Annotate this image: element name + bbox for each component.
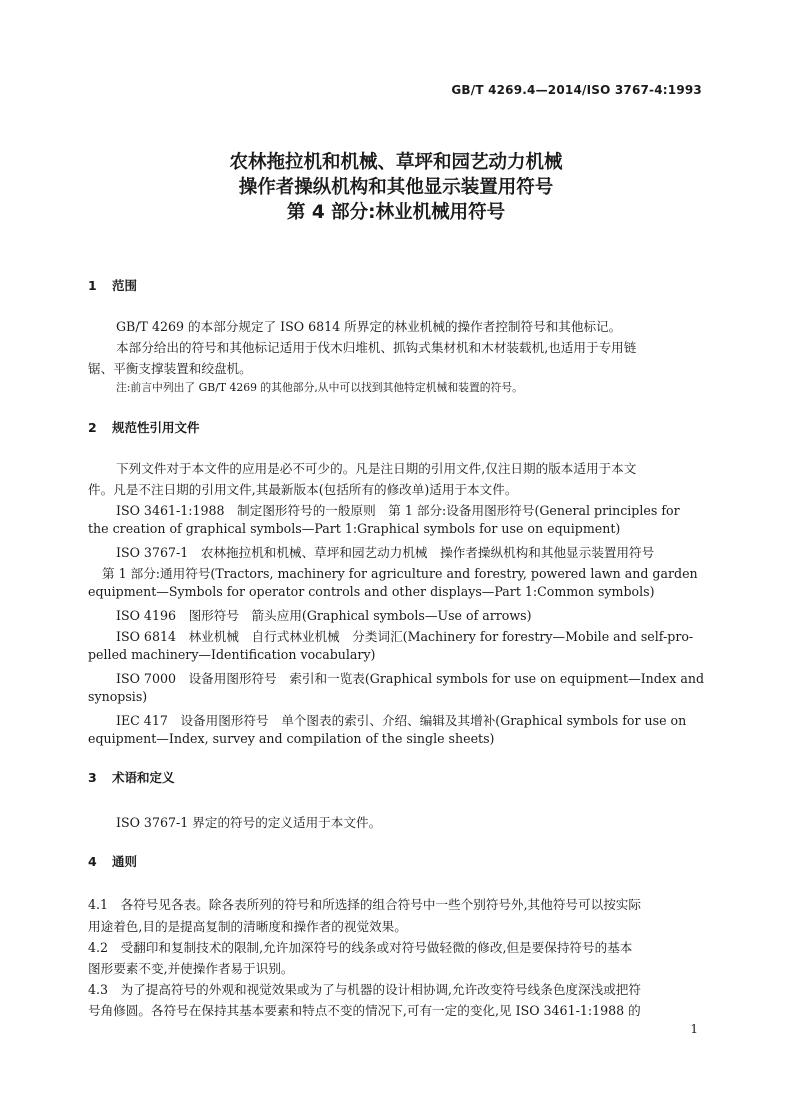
reference-line: ISO 6814 林业机械 自行式林业机械 分类词汇(Machinery for forestry—Mobile and self-pro-: [116, 629, 694, 644]
reference-line: 第 1 部分:通用符号(Tractors, machinery for agriculture and forestry, powered lawn and garden: [102, 566, 698, 581]
document-title: [0, 150, 792, 225]
section-title: 范围: [112, 278, 138, 293]
standard-number: GB/T 4269.4—2014/ISO 3767-4:1993: [451, 83, 702, 97]
title-line-2: 操作者操纵机构和其他显示装置用符号: [238, 177, 554, 198]
paragraph-line: 下列文件对于本文件的应用是必不可少的。凡是注日期的引用文件,仅注日期的版本适用于本文: [116, 461, 637, 476]
section-number: 4: [88, 854, 97, 869]
clause-line: 4.1 各符号见各表。除各表所列的符号和所选择的组合符号中一些个别符号外,其他符号可以按实际: [88, 897, 641, 912]
clause-line: 图形要素不变,并使操作者易于识别。: [88, 961, 294, 976]
clause-line: 4.3 为了提高符号的外观和视觉效果或为了与机器的设计相协调,允许改变符号线条色度深浅或把符: [88, 982, 641, 997]
section-2-heading: [88, 418, 200, 436]
section-number: 3: [88, 770, 97, 785]
reference-line: ISO 3461-1:1988 制定图形符号的一般原则 第 1 部分:设备用图形符号(General principles for: [116, 503, 680, 518]
section-number: 1: [88, 278, 97, 293]
reference-line: pelled machinery—Identification vocabulary): [88, 647, 376, 662]
section-3-heading: [88, 768, 175, 786]
reference-line: ISO 3767-1 农林拖拉机和机械、草坪和园艺动力机械 操作者操纵机构和其他显示装置用符号: [116, 545, 655, 560]
clause-line: 号角修圆。各符号在保持其基本要素和特点不变的情况下,可有一定的变化,见 ISO 3461-1:1988 的: [88, 1003, 641, 1018]
reference-line: ISO 4196 图形符号 箭头应用(Graphical symbols—Use of arrows): [116, 608, 532, 623]
reference-line: IEC 417 设备用图形符号 单个图表的索引、介绍、编辑及其增补(Graphical symbols for use on: [116, 713, 687, 728]
reference-line: synopsis): [88, 689, 148, 704]
section-1-heading: [88, 276, 137, 294]
section-title: 通则: [112, 854, 138, 869]
page-number: 1: [690, 1022, 698, 1036]
section-title: 术语和定义: [112, 770, 175, 785]
section-title: 规范性引用文件: [112, 420, 200, 435]
note: 注:前言中列出了 GB/T 4269 的其他部分,从中可以找到其他特定机械和装置的符号。: [116, 381, 523, 394]
title-line-1: 农林拖拉机和机械、草坪和园艺动力机械: [229, 152, 563, 173]
paragraph-line: 锯、平衡支撑装置和绞盘机。: [88, 361, 252, 376]
paragraph-line: GB/T 4269 的本部分规定了 ISO 6814 所界定的林业机械的操作者控制符号和其他标记。: [116, 319, 622, 334]
clause-line: 用途着色,目的是提高复制的清晰度和操作者的视觉效果。: [88, 919, 407, 934]
clause-line: 4.2 受翻印和复制技术的限制,允许加深符号的线条或对符号做轻微的修改,但是要保持符号的基本: [88, 940, 633, 955]
section-4-heading: [88, 852, 137, 870]
reference-line: equipment—Index, survey and compilation of the single sheets): [88, 731, 495, 746]
reference-line: equipment—Symbols for operator controls and other displays—Part 1:Common symbols): [88, 584, 655, 599]
paragraph-line: ISO 3767-1 界定的符号的定义适用于本文件。: [116, 815, 382, 830]
paragraph-line: 本部分给出的符号和其他标记适用于伐木归堆机、抓钩式集材机和木材装载机,也适用于专用链: [116, 340, 637, 355]
title-line-3: 第 4 部分:林业机械用符号: [286, 202, 506, 223]
reference-line: the creation of graphical symbols—Part 1:Graphical symbols for use on equipment): [88, 521, 621, 536]
reference-line: ISO 7000 设备用图形符号 索引和一览表(Graphical symbols for use on equipment—Index and: [116, 671, 705, 686]
paragraph-line: 件。凡是不注日期的引用文件,其最新版本(包括所有的修改单)适用于本文件。: [88, 482, 518, 497]
section-number: 2: [88, 420, 97, 435]
